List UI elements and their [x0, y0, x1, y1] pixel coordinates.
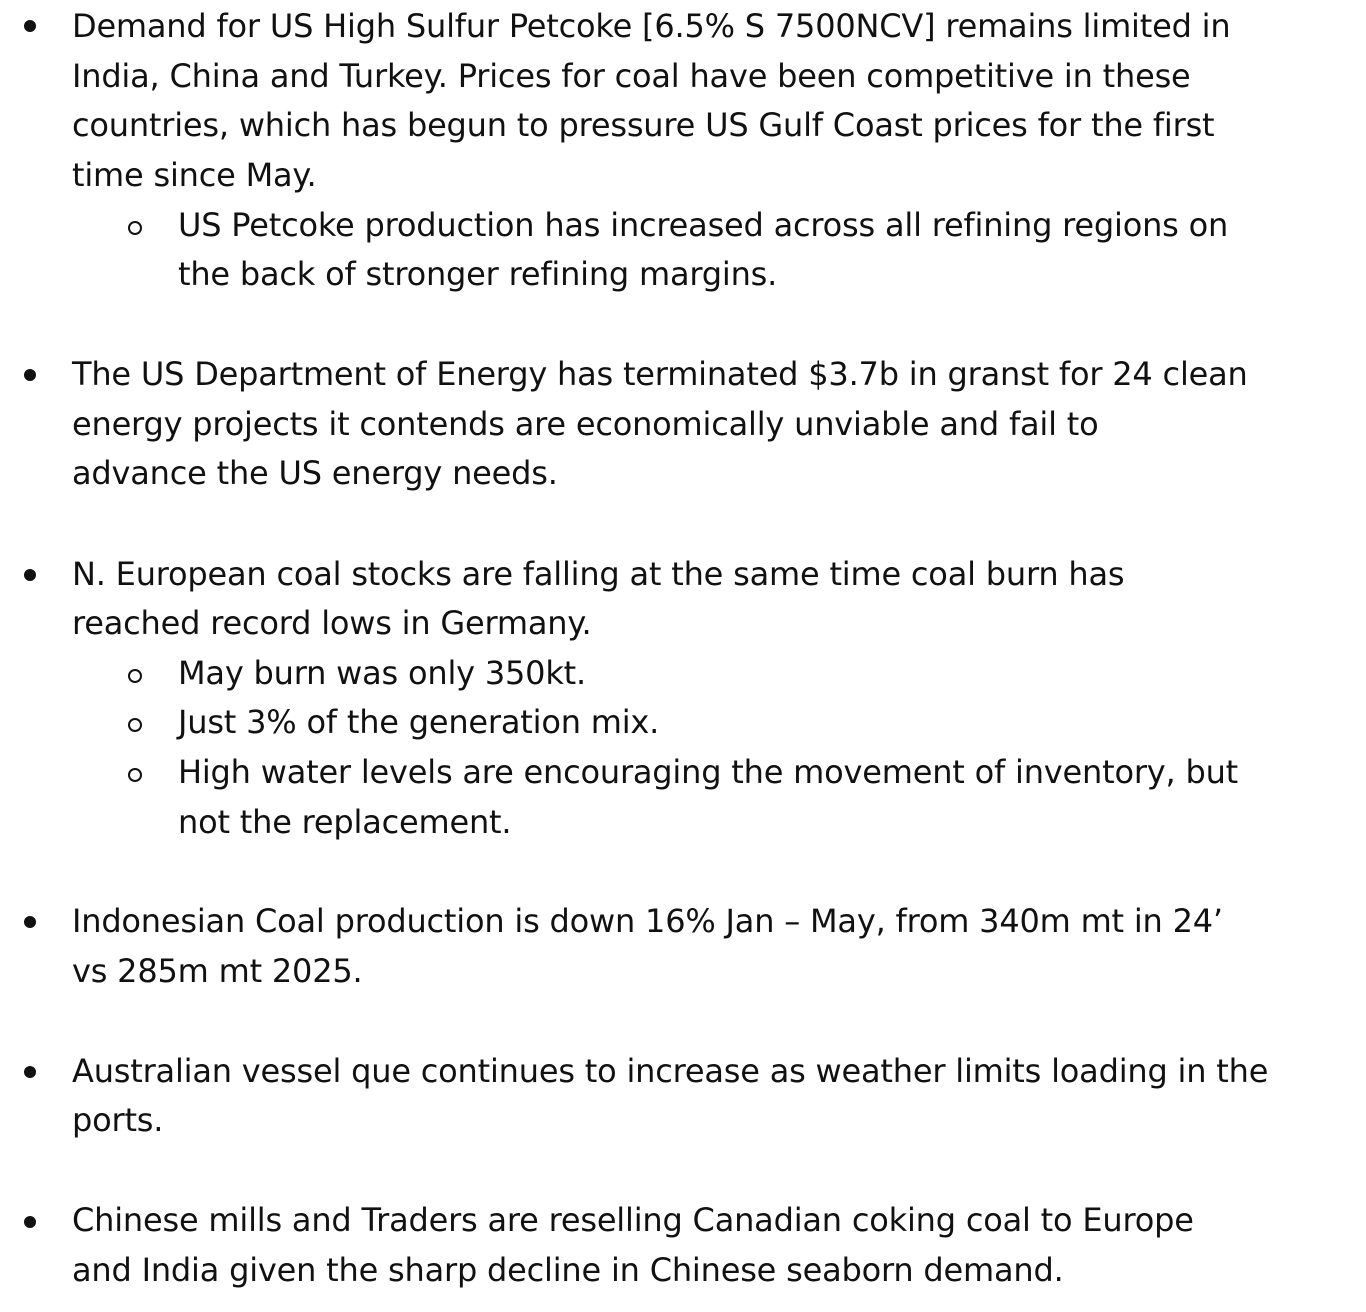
list-item-text: Australian vessel que continues to increase as weather limits loading in the [72, 1052, 1269, 1090]
list-item-text: ports. [72, 1101, 164, 1139]
bullet-dot-icon [24, 569, 36, 581]
sub-item-text: High water levels are encouraging the movement of inventory, but [178, 753, 1238, 791]
list-item-text: vs 285m mt 2025. [72, 952, 363, 990]
bullet-dot-icon [24, 1066, 36, 1078]
list-item-text: The US Department of Energy has terminated $3.7b in granst for 24 clean [72, 355, 1248, 393]
sub-bullet-circle-icon [128, 718, 142, 732]
sub-bullet-circle-icon [128, 669, 142, 683]
list-item-text: time since May. [72, 156, 317, 194]
list-item-text: Demand for US High Sulfur Petcoke [6.5% S 7500NCV] remains limited in [72, 7, 1231, 45]
bullet-dot-icon [24, 369, 36, 381]
bullet-dot-icon [24, 20, 36, 32]
sub-bullet-circle-icon [128, 221, 142, 235]
sub-item-text: May burn was only 350kt. [178, 654, 586, 692]
bullet-dot-icon [24, 916, 36, 928]
list-item-text: and India given the sharp decline in Chinese seaborn demand. [72, 1251, 1064, 1289]
list-item-text: countries, which has begun to pressure US Gulf Coast prices for the first [72, 106, 1215, 144]
list-item-text: advance the US energy needs. [72, 454, 558, 492]
list-item-text: Chinese mills and Traders are reselling Canadian coking coal to Europe [72, 1201, 1194, 1239]
list-item-text: Indonesian Coal production is down 16% Jan – May, from 340m mt in 24’ [72, 902, 1223, 940]
sub-bullet-circle-icon [128, 768, 142, 782]
list-item-text: India, China and Turkey. Prices for coal have been competitive in these [72, 57, 1191, 95]
sub-item-text: not the replacement. [178, 803, 512, 841]
sub-item-text: Just 3% of the generation mix. [178, 703, 660, 741]
sub-item-text: the back of stronger refining margins. [178, 255, 778, 293]
list-item-text: reached record lows in Germany. [72, 604, 592, 642]
sub-item-text: US Petcoke production has increased across all refining regions on [178, 206, 1229, 244]
list-item-text: energy projects it contends are economically unviable and fail to [72, 405, 1099, 443]
bullet-dot-icon [24, 1216, 36, 1228]
list-item-text: N. European coal stocks are falling at the same time coal burn has [72, 555, 1125, 593]
